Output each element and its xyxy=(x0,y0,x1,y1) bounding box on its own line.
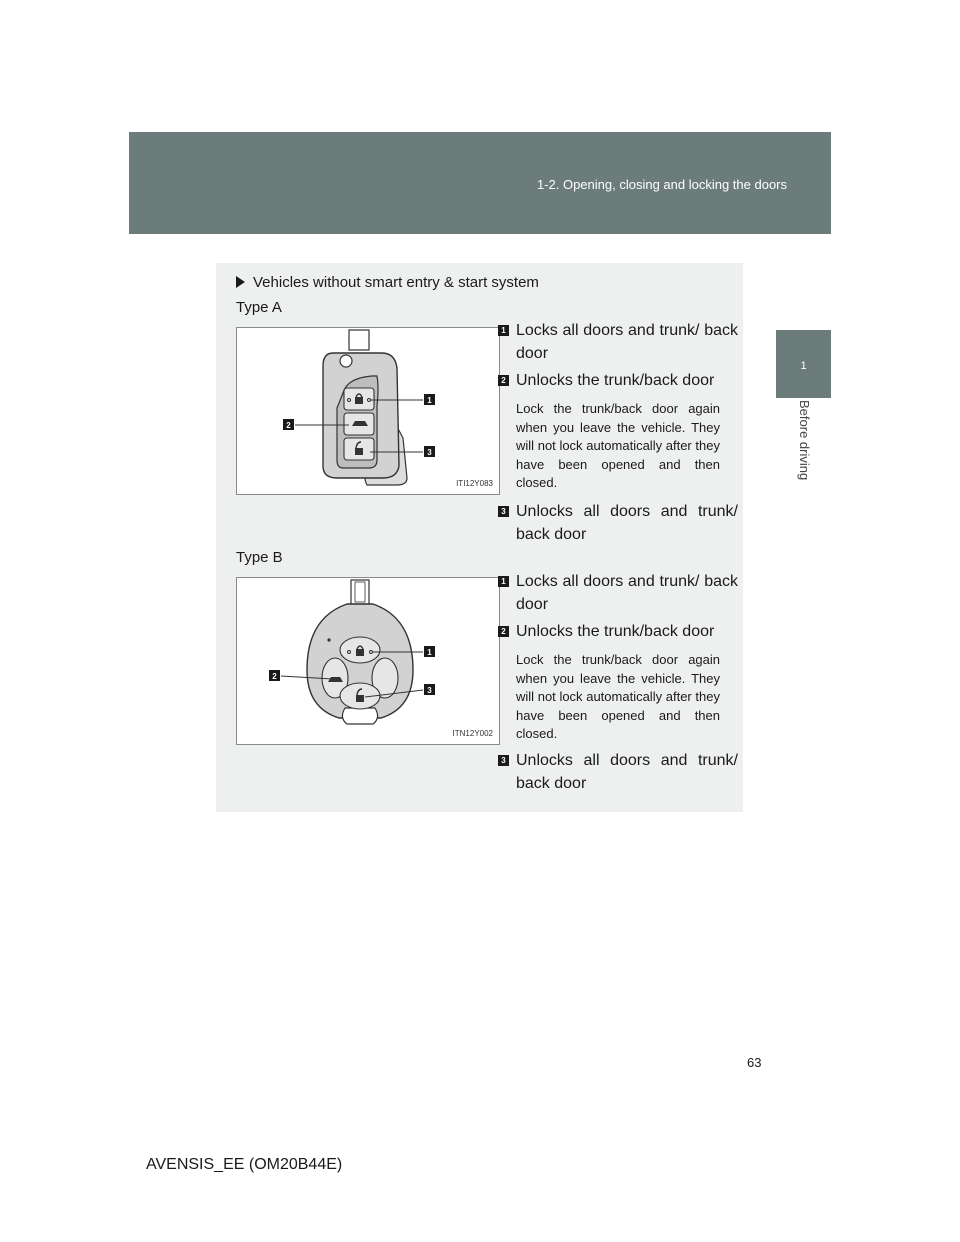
callout-badge: 2 xyxy=(498,375,509,386)
key-fob-illustration xyxy=(237,578,499,744)
info-panel xyxy=(216,263,743,812)
type-a-item-2 xyxy=(498,369,738,392)
item-text: Unlocks the trunk/back door xyxy=(516,372,715,389)
section-title: 1-2. Opening, closing and locking the doors xyxy=(536,177,787,192)
section-header-bar xyxy=(129,132,831,234)
item-text: Unlocks all doors and trunk/ back door xyxy=(516,752,738,792)
chapter-title: Before driving xyxy=(797,400,812,481)
page-number: 63 xyxy=(747,1055,762,1070)
item-text: Unlocks the trunk/back door xyxy=(516,623,715,640)
svg-text:2: 2 xyxy=(272,672,277,681)
callout-badge: 1 xyxy=(498,325,509,336)
svg-text:1: 1 xyxy=(427,396,432,405)
type-a-item-1 xyxy=(498,319,738,365)
item-text: Locks all doors and trunk/ back door xyxy=(516,573,738,613)
item-text: Unlocks all doors and trunk/ back door xyxy=(516,503,738,543)
svg-text:3: 3 xyxy=(427,686,432,695)
type-a-label: Type A xyxy=(236,299,282,316)
figure-code: ITI12Y083 xyxy=(456,479,493,488)
panel-heading xyxy=(236,274,539,291)
callout-badge: 3 xyxy=(498,755,509,766)
type-b-item-3 xyxy=(498,749,738,795)
type-a-note: Lock the trunk/back door again when you leave the vehicle. They will not lock automatically after they have been opened and then closed. xyxy=(516,401,720,490)
model-footer: AVENSIS_EE (OM20B44E) xyxy=(146,1156,343,1173)
svg-text:3: 3 xyxy=(427,448,432,457)
panel-heading-text: Vehicles without smart entry & start system xyxy=(253,274,539,291)
type-b-item-1 xyxy=(498,570,738,616)
chapter-tab xyxy=(776,330,831,398)
type-b-key-figure xyxy=(236,577,500,745)
triangle-bullet-icon xyxy=(236,276,245,288)
type-a-item-3 xyxy=(498,500,738,546)
flip-key-illustration xyxy=(237,328,499,494)
chapter-title-vertical xyxy=(784,400,812,510)
type-b-label: Type B xyxy=(236,549,283,566)
callout-badge: 2 xyxy=(498,626,509,637)
svg-text:2: 2 xyxy=(286,421,291,430)
item-text: Locks all doors and trunk/ back door xyxy=(516,322,738,362)
figure-code: ITN12Y002 xyxy=(452,729,493,738)
type-b-note: Lock the trunk/back door again when you leave the vehicle. They will not lock automatically after they have been opened and then closed. xyxy=(516,652,720,741)
type-b-item-2 xyxy=(498,620,738,643)
type-a-key-figure xyxy=(236,327,500,495)
svg-text:1: 1 xyxy=(427,648,432,657)
callout-badge: 3 xyxy=(498,506,509,517)
chapter-number: 1 xyxy=(800,360,807,372)
callout-badge: 1 xyxy=(498,576,509,587)
